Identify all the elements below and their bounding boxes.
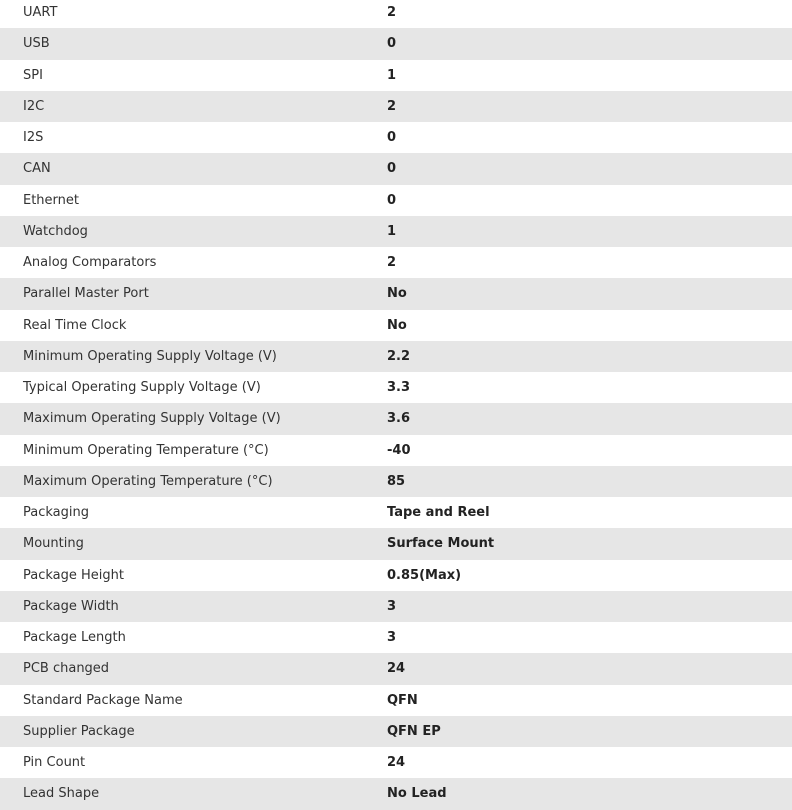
spec-value: 1 — [387, 223, 397, 239]
spec-label: Analog Comparators — [23, 255, 157, 271]
spec-label: Package Length — [23, 630, 126, 646]
spec-value: 2 — [387, 255, 397, 271]
spec-value: QFN — [387, 692, 418, 708]
spec-label: Parallel Master Port — [23, 286, 149, 302]
spec-row — [0, 622, 792, 653]
spec-label: Pin Count — [23, 755, 86, 771]
spec-value: 0 — [387, 192, 397, 208]
spec-value: 2 — [387, 5, 397, 21]
spec-value: Tape and Reel — [387, 505, 490, 521]
spec-row — [0, 122, 792, 153]
spec-value: No — [387, 286, 407, 302]
spec-value: 3.3 — [387, 380, 411, 396]
spec-label: CAN — [23, 161, 51, 177]
spec-row — [0, 310, 792, 341]
spec-value: -40 — [387, 442, 411, 458]
spec-label: Ethernet — [23, 192, 79, 208]
spec-value: 0.85(Max) — [387, 567, 462, 583]
spec-value: 1 — [387, 67, 397, 83]
spec-value: No — [387, 317, 407, 333]
spec-value: 3.6 — [387, 411, 411, 427]
spec-label: Package Width — [23, 598, 119, 614]
spec-label: Maximum Operating Temperature (°C) — [23, 473, 273, 489]
spec-row — [0, 216, 792, 247]
spec-label: PCB changed — [23, 661, 110, 677]
spec-row — [0, 560, 792, 591]
spec-label: USB — [23, 36, 50, 52]
spec-value: 3 — [387, 598, 397, 614]
spec-value: QFN EP — [387, 723, 441, 739]
spec-row — [0, 778, 792, 809]
spec-value: Surface Mount — [387, 536, 495, 552]
spec-value: 2.2 — [387, 348, 411, 364]
spec-row — [0, 28, 792, 59]
spec-value: 85 — [387, 473, 406, 489]
spec-label: Lead Shape — [23, 786, 100, 802]
spec-value: 24 — [387, 661, 406, 677]
spec-row — [0, 372, 792, 403]
spec-label: SPI — [23, 67, 43, 83]
spec-row — [0, 747, 792, 778]
spec-value: No Lead — [387, 786, 447, 802]
spec-row — [0, 685, 792, 716]
spec-row — [0, 91, 792, 122]
spec-value: 0 — [387, 161, 397, 177]
spec-value: 2 — [387, 98, 397, 114]
spec-value: 0 — [387, 36, 397, 52]
spec-label: Typical Operating Supply Voltage (V) — [23, 380, 261, 396]
spec-row — [0, 0, 792, 28]
spec-row — [0, 466, 792, 497]
spec-row — [0, 60, 792, 91]
spec-row — [0, 278, 792, 309]
spec-row — [0, 528, 792, 559]
spec-label: Real Time Clock — [23, 317, 127, 333]
spec-label: I2S — [23, 130, 44, 146]
spec-row — [0, 653, 792, 684]
spec-label: UART — [23, 5, 58, 21]
spec-value: 0 — [387, 130, 397, 146]
spec-row — [0, 435, 792, 466]
spec-label: Mounting — [23, 536, 84, 552]
spec-row — [0, 247, 792, 278]
spec-row — [0, 591, 792, 622]
spec-label: Package Height — [23, 567, 124, 583]
spec-label: Standard Package Name — [23, 692, 183, 708]
spec-label: I2C — [23, 98, 45, 114]
spec-label: Watchdog — [23, 223, 88, 239]
spec-row — [0, 185, 792, 216]
spec-row — [0, 403, 792, 434]
spec-value: 3 — [387, 630, 397, 646]
spec-label: Supplier Package — [23, 723, 135, 739]
spec-label: Minimum Operating Temperature (°C) — [23, 442, 269, 458]
spec-label: Packaging — [23, 505, 89, 521]
spec-row — [0, 341, 792, 372]
spec-row — [0, 716, 792, 747]
spec-row — [0, 153, 792, 184]
spec-row — [0, 497, 792, 528]
spec-label: Maximum Operating Supply Voltage (V) — [23, 411, 281, 427]
spec-value: 24 — [387, 755, 406, 771]
spec-label: Minimum Operating Supply Voltage (V) — [23, 348, 277, 364]
